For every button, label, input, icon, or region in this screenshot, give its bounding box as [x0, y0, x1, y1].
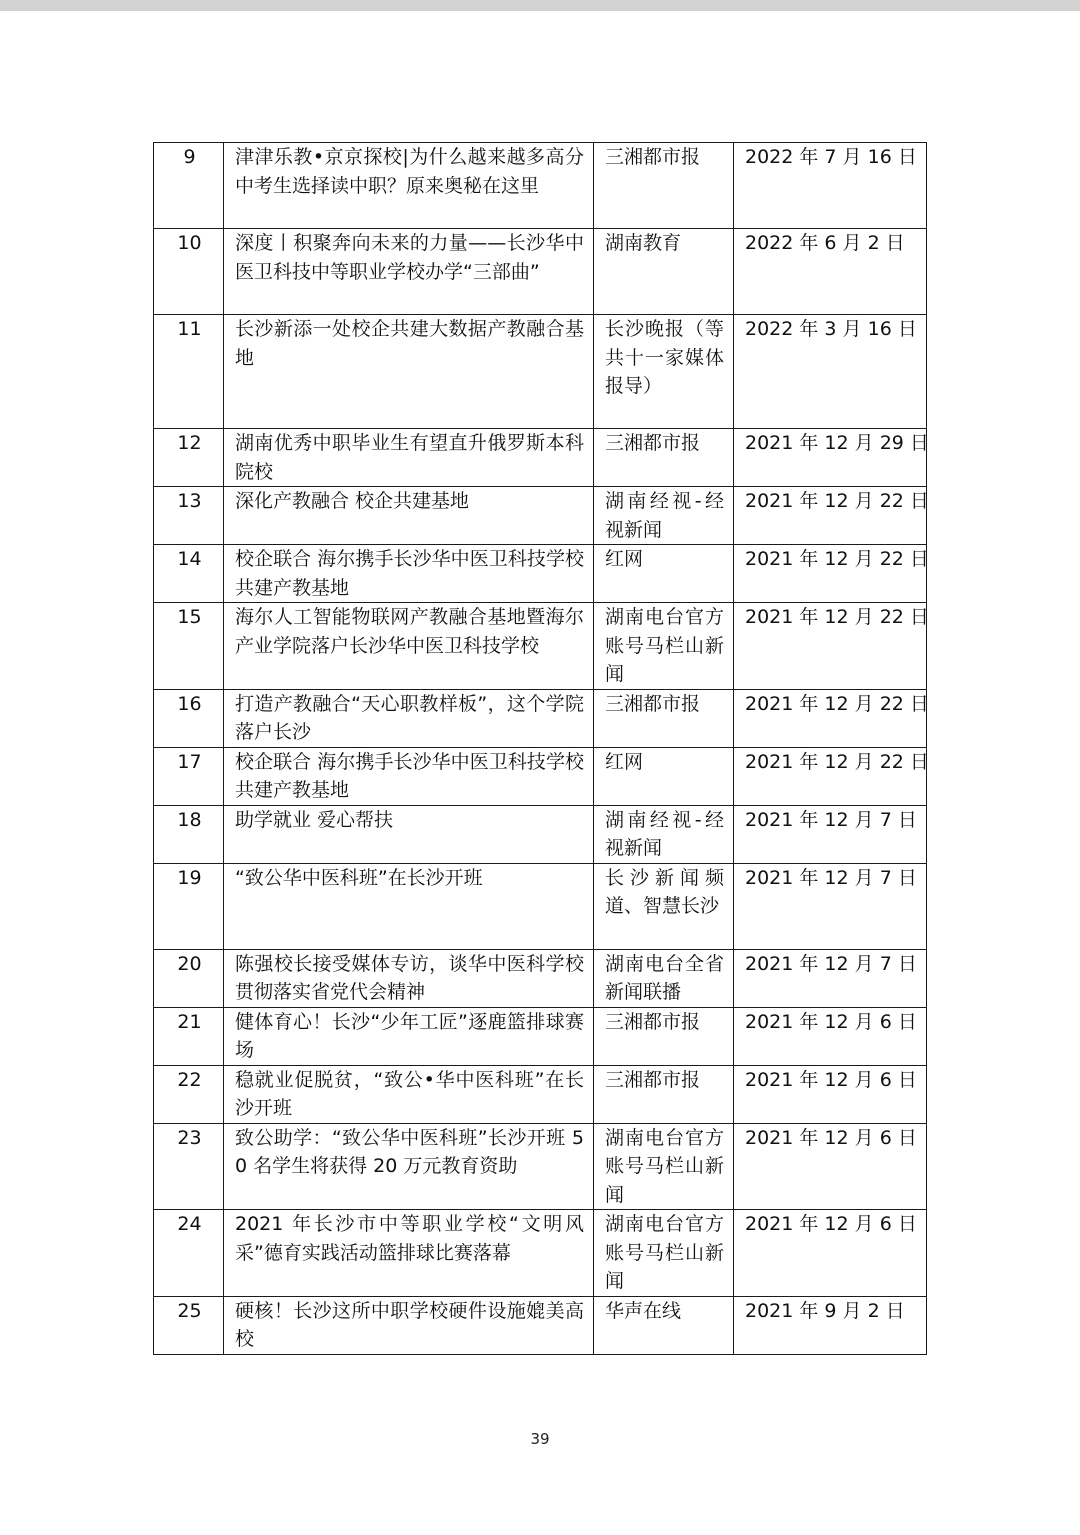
article-title: 稳就业促脱贫，“致公•华中医科班”在长沙开班	[224, 1065, 594, 1123]
article-title: 2021 年长沙市中等职业学校“文明风采”德育实践活动篮排球比赛落幕	[224, 1210, 594, 1297]
table-row	[154, 689, 927, 747]
table-row	[154, 1296, 927, 1354]
publish-date: 2021 年 12 月 7 日	[734, 949, 927, 1007]
publish-date: 2022 年 6 月 2 日	[734, 229, 927, 315]
article-title: 健体育心！长沙“少年工匠”逐鹿篮排球赛场	[224, 1007, 594, 1065]
publish-date: 2021 年 12 月 6 日	[734, 1123, 927, 1210]
media-source: 湖南经视-经视新闻	[594, 805, 734, 863]
publish-date: 2021 年 12 月 22 日	[734, 545, 927, 603]
row-number: 23	[154, 1123, 224, 1210]
article-title: 硬核！长沙这所中职学校硬件设施媲美高校	[224, 1296, 594, 1354]
row-number: 15	[154, 603, 224, 690]
table-row	[154, 315, 927, 429]
row-number: 11	[154, 315, 224, 429]
publish-date: 2021 年 12 月 22 日	[734, 603, 927, 690]
media-source: 湖南教育	[594, 229, 734, 315]
table-row	[154, 229, 927, 315]
publish-date: 2022 年 3 月 16 日	[734, 315, 927, 429]
article-title: 湖南优秀中职毕业生有望直升俄罗斯本科院校	[224, 429, 594, 487]
article-title: “致公华中医科班”在长沙开班	[224, 863, 594, 949]
media-source: 湖南电台官方账号马栏山新闻	[594, 603, 734, 690]
row-number: 14	[154, 545, 224, 603]
table-row	[154, 747, 927, 805]
row-number: 22	[154, 1065, 224, 1123]
media-source: 湖南经视-经视新闻	[594, 487, 734, 545]
media-source: 红网	[594, 747, 734, 805]
row-number: 9	[154, 143, 224, 229]
article-title: 致公助学：“致公华中医科班”长沙开班 50 名学生将获得 20 万元教育资助	[224, 1123, 594, 1210]
publish-date: 2021 年 12 月 6 日	[734, 1007, 927, 1065]
table-row	[154, 429, 927, 487]
row-number: 17	[154, 747, 224, 805]
article-title: 校企联合 海尔携手长沙华中医卫科技学校共建产教基地	[224, 747, 594, 805]
media-source: 华声在线	[594, 1296, 734, 1354]
table-row	[154, 863, 927, 949]
media-source: 湖南电台官方账号马栏山新闻	[594, 1210, 734, 1297]
table-row	[154, 487, 927, 545]
table-row	[154, 1065, 927, 1123]
media-source: 长沙新闻频道、智慧长沙	[594, 863, 734, 949]
media-source: 三湘都市报	[594, 143, 734, 229]
media-source: 三湘都市报	[594, 1007, 734, 1065]
article-title: 校企联合 海尔携手长沙华中医卫科技学校共建产教基地	[224, 545, 594, 603]
table-row	[154, 805, 927, 863]
article-title: 深化产教融合 校企共建基地	[224, 487, 594, 545]
table-row	[154, 143, 927, 229]
publish-date: 2021 年 12 月 22 日	[734, 689, 927, 747]
media-source: 三湘都市报	[594, 689, 734, 747]
row-number: 19	[154, 863, 224, 949]
row-number: 13	[154, 487, 224, 545]
publish-date: 2021 年 12 月 7 日	[734, 805, 927, 863]
row-number: 20	[154, 949, 224, 1007]
media-source: 湖南电台官方账号马栏山新闻	[594, 1123, 734, 1210]
row-number: 21	[154, 1007, 224, 1065]
article-title: 海尔人工智能物联网产教融合基地暨海尔产业学院落户长沙华中医卫科技学校	[224, 603, 594, 690]
publish-date: 2022 年 7 月 16 日	[734, 143, 927, 229]
media-source: 三湘都市报	[594, 1065, 734, 1123]
article-title: 助学就业 爱心帮扶	[224, 805, 594, 863]
table-row	[154, 1210, 927, 1297]
media-source: 红网	[594, 545, 734, 603]
page-number: 39	[530, 1430, 550, 1448]
article-title: 长沙新添一处校企共建大数据产教融合基地	[224, 315, 594, 429]
publish-date: 2021 年 12 月 22 日	[734, 487, 927, 545]
article-title: 津津乐教•京京探校|为什么越来越多高分中考生选择读中职？原来奥秘在这里	[224, 143, 594, 229]
article-title: 打造产教融合“天心职教样板”，这个学院落户长沙	[224, 689, 594, 747]
media-source: 湖南电台全省新闻联播	[594, 949, 734, 1007]
media-coverage-table	[153, 142, 927, 1355]
article-title: 深度丨积聚奔向未来的力量——长沙华中医卫科技中等职业学校办学“三部曲”	[224, 229, 594, 315]
media-source: 长沙晚报（等共十一家媒体报导）	[594, 315, 734, 429]
article-title: 陈强校长接受媒体专访，谈华中医科学校贯彻落实省党代会精神	[224, 949, 594, 1007]
table-row	[154, 1007, 927, 1065]
publish-date: 2021 年 12 月 6 日	[734, 1065, 927, 1123]
publish-date: 2021 年 12 月 22 日	[734, 747, 927, 805]
publish-date: 2021 年 9 月 2 日	[734, 1296, 927, 1354]
publish-date: 2021 年 12 月 29 日	[734, 429, 927, 487]
table-row	[154, 545, 927, 603]
table-row	[154, 1123, 927, 1210]
publish-date: 2021 年 12 月 6 日	[734, 1210, 927, 1297]
row-number: 25	[154, 1296, 224, 1354]
publish-date: 2021 年 12 月 7 日	[734, 863, 927, 949]
row-number: 12	[154, 429, 224, 487]
table-row	[154, 949, 927, 1007]
media-source: 三湘都市报	[594, 429, 734, 487]
top-edge-bar	[0, 0, 1080, 11]
row-number: 10	[154, 229, 224, 315]
row-number: 16	[154, 689, 224, 747]
row-number: 24	[154, 1210, 224, 1297]
row-number: 18	[154, 805, 224, 863]
table-row	[154, 603, 927, 690]
